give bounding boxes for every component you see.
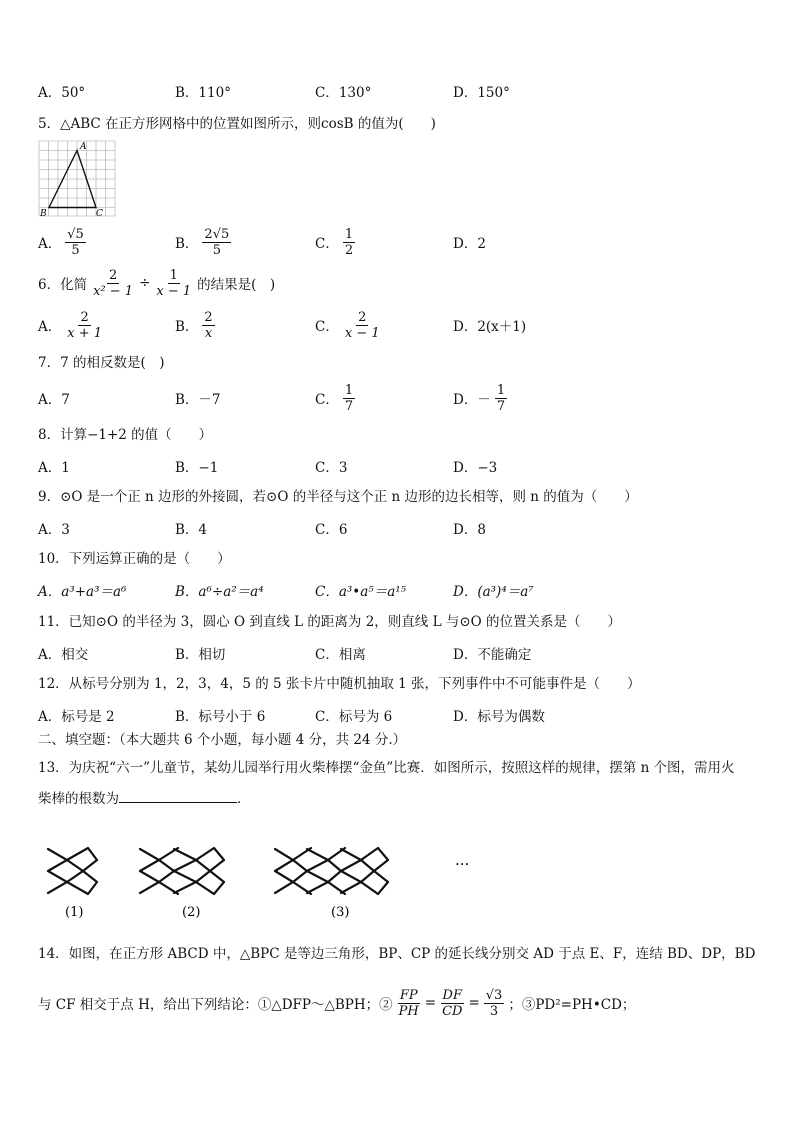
q10-option-b: B．a⁶÷a²＝a⁴ xyxy=(175,584,264,600)
fig-label-3: (3) xyxy=(331,905,350,920)
q8-option-b: B．−1 xyxy=(175,460,219,476)
q14-line1: 14．如图，在正方形 ABCD 中，△BPC 是等边三角形，BP、CP 的延长线分别交 AD 于点 E、F，连结 BD、DP，BD xyxy=(38,946,756,962)
q5-option-a: A． $\frac{√5}{5}$ xyxy=(38,226,84,258)
fraction: $\frac{1}{7}$ xyxy=(496,382,506,414)
q10-options xyxy=(38,575,758,605)
ellipsis: ··· xyxy=(455,855,470,873)
fraction: $\frac{1}{x - 1}$ xyxy=(156,267,192,299)
q12-option-a: A．标号是 2 xyxy=(38,709,115,725)
q12-option-c: C．标号为 6 xyxy=(315,709,393,725)
q4-option-d: D．150° xyxy=(453,85,510,101)
fish-1 xyxy=(48,848,97,894)
fraction: $\frac{FP}{PH}$ xyxy=(398,987,419,1019)
q9-option-d: D．8 xyxy=(453,522,486,538)
q13-line1: 13．为庆祝“六一”儿童节，某幼儿园举行用火柴棒摆“金鱼”比赛．如图所示，按照这样的规律，摆第 n 个图，需用火 xyxy=(38,760,735,776)
fraction: $\frac{2}{\text{x² − 1}}$ xyxy=(93,267,134,299)
q10-option-a: A．a³+a³＝a⁶ xyxy=(38,584,127,600)
section-heading: 二、填空题：（本大题共 6 个小题，每小题 4 分，共 24 分.） xyxy=(38,732,407,748)
q9-option-a: A．3 xyxy=(38,522,70,538)
q8-stem: 8．计算−1+2 的值（ ） xyxy=(38,427,213,443)
q9-options xyxy=(38,513,758,543)
q11-option-c: C．相离 xyxy=(315,647,366,663)
fraction: $\frac{√3}{3}$ xyxy=(485,987,503,1019)
fish-3 xyxy=(275,848,388,894)
q14-line2: 与 CF 相交于点 H，给出下列结论：①△DFP～△BPH；② $\frac{FP}{PH}$ = $\frac{DF}{CD}$ = $\frac{√3}{3}$ ；③PD²=PH•CD； xyxy=(38,987,636,1019)
q4-option-a: A．50° xyxy=(38,85,86,101)
fraction: $\frac{2}{x}$ xyxy=(204,309,213,341)
q10-option-d: D．(a³)⁴＝a⁷ xyxy=(453,584,534,600)
q7-option-d: D．－ $\frac{1}{7}$ xyxy=(453,382,506,414)
q9-option-c: C．6 xyxy=(315,522,348,538)
q9-stem: 9．⊙O 是一个正 n 边形的外接圆，若⊙O 的半径与这个正 n 边形的边长相等，则 n 的值为（ ） xyxy=(38,489,638,505)
q4-options xyxy=(38,76,758,106)
fraction: $\frac{DF}{CD}$ xyxy=(442,987,463,1019)
q5-grid-figure xyxy=(38,140,118,218)
q6-option-a: A． $\frac{2}{x + 1}$ xyxy=(38,309,103,341)
fraction: $\frac{1}{7}$ xyxy=(344,382,354,414)
fig-label-2: (2) xyxy=(182,905,201,920)
q10-stem: 10．下列运算正确的是（ ） xyxy=(38,551,231,567)
q5-option-b: B． $\frac{2√5}{5}$ xyxy=(175,226,230,258)
fraction: $\frac{√5}{5}$ xyxy=(67,226,84,258)
fish-2 xyxy=(140,848,224,894)
q8-option-c: C．3 xyxy=(315,460,348,476)
q9-option-b: B．4 xyxy=(175,522,208,538)
q4-option-c: C．130° xyxy=(315,85,372,101)
q13-line2: 柴棒的根数为 ． xyxy=(38,791,251,807)
q6-option-b: B． $\frac{2}{x}$ xyxy=(175,309,213,341)
q11-option-d: D．不能确定 xyxy=(453,647,532,663)
label-a: A xyxy=(80,142,87,152)
fig-label-1: (1) xyxy=(65,905,84,920)
q6-stem: 6．化简 $\frac{2}{\text{x² − 1}}$ ÷ $\frac{1}{x - 1}$ 的结果是( ) xyxy=(38,267,276,299)
answer-blank xyxy=(119,790,237,803)
fraction: $\frac{1}{2}$ xyxy=(344,226,354,258)
q5-option-d: D．2 xyxy=(453,236,486,252)
label-c: C xyxy=(96,209,103,218)
q11-stem: 11．已知⊙O 的半径为 3，圆心 O 到直线 L 的距离为 2，则直线 L 与⊙O 的位置关系是（ ） xyxy=(38,614,622,630)
q11-option-a: A．相交 xyxy=(38,647,89,663)
q12-options xyxy=(38,700,758,730)
q5-stem: 5．△ABC 在正方形网格中的位置如图所示，则cosB 的值为( ) xyxy=(38,116,436,132)
q6-options xyxy=(38,310,758,340)
q7-option-b: B．－7 xyxy=(175,392,221,408)
q5-options xyxy=(38,227,758,257)
fraction: $\frac{2√5}{5}$ xyxy=(204,226,230,258)
q8-options xyxy=(38,451,758,481)
fraction: $\frac{2}{x - 1}$ xyxy=(344,309,380,341)
q5-option-c: C． $\frac{1}{2}$ xyxy=(315,226,354,258)
fraction: $\frac{2}{x + 1}$ xyxy=(67,309,103,341)
q8-option-a: A．1 xyxy=(38,460,70,476)
q12-option-b: B．标号小于 6 xyxy=(175,709,266,725)
q12-option-d: D．标号为偶数 xyxy=(453,709,545,725)
q10-option-c: C．a³•a⁵＝a¹⁵ xyxy=(315,584,407,600)
q7-options xyxy=(38,383,758,413)
q7-option-a: A．7 xyxy=(38,392,70,408)
q7-stem: 7．7 的相反数是( ) xyxy=(38,355,165,371)
label-b: B xyxy=(40,209,47,218)
q7-option-c: C． $\frac{1}{7}$ xyxy=(315,382,354,414)
q8-option-d: D．−3 xyxy=(453,460,498,476)
q11-options xyxy=(38,638,758,668)
q11-option-b: B．相切 xyxy=(175,647,226,663)
q13-matchstick-figures xyxy=(38,838,488,923)
q6-option-d: D．2(x＋1) xyxy=(453,319,527,335)
q12-stem: 12．从标号分别为 1，2，3，4，5 的 5 张卡片中随机抽取 1 张，下列事件中不可能事件是（ ） xyxy=(38,676,641,692)
q6-option-c: C． $\frac{2}{x - 1}$ xyxy=(315,309,380,341)
q4-option-b: B．110° xyxy=(175,85,231,101)
